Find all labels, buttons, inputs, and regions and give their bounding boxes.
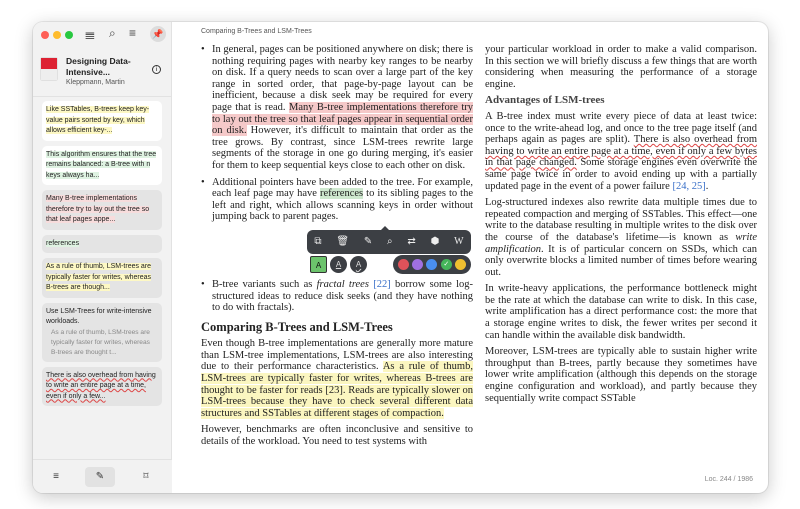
edit-note-icon[interactable]: ✎ <box>363 236 373 248</box>
bookmarks-tab-icon[interactable]: ⌑ <box>143 471 149 482</box>
contents-tab-icon[interactable]: ≡ <box>53 471 59 482</box>
highlight-card[interactable] <box>42 146 162 186</box>
library-icon[interactable]: 𝍣 <box>85 28 95 42</box>
delete-icon[interactable]: 🗑 <box>336 236 350 248</box>
highlight-style-fill-button[interactable]: A <box>310 256 327 273</box>
highlight-text: There is also overhead from having to write an entire page at a time, even if only a few... <box>46 371 156 400</box>
wikipedia-icon[interactable]: W <box>454 236 464 248</box>
underline-highlight[interactable]: There is also overhead from having to write an entire page at a time, even if only a few bytes in that page changed. <box>485 134 757 169</box>
book-cover <box>41 58 57 80</box>
note-text: Use LSM-Trees for write-intensive workloads. <box>46 307 152 325</box>
book-info <box>41 56 165 94</box>
search-icon[interactable]: ⌕ <box>387 236 393 248</box>
highlight-card[interactable] <box>42 235 162 254</box>
highlight-style-underline-button[interactable]: A <box>330 256 347 273</box>
color-red-button[interactable] <box>398 259 409 270</box>
paragraph: In write-heavy applications, the performance bottleneck might be the rate at which the database can write to disk. In this case, write amplification has a direct performance cost: the more that a storage engine writes to disk, the fewer writes per second it can handle within the available disk bandwidth. <box>485 283 757 341</box>
highlight-card[interactable] <box>42 367 162 407</box>
bullet-3: • B-tree variants such as fractal trees [22] borrow some log-structured ideas to reduce disk seeks (and they have nothing to do with fractals). <box>201 279 473 314</box>
highlight-popup <box>201 228 473 274</box>
color-blue-button[interactable] <box>426 259 437 270</box>
highlight-card[interactable] <box>42 101 162 141</box>
close-window-button[interactable] <box>41 31 49 39</box>
color-palette <box>393 255 471 274</box>
red-highlight[interactable]: Many B-tree implementations therefore try to lay out the tree so that leaf pages appear in sequential order on disk. <box>212 101 473 137</box>
annotations-tab-icon[interactable]: ✎ <box>85 467 115 487</box>
paragraph: Even though B-tree implementations are generally more mature than LSM-tree implementations, LSM-trees are also interesting due to their performance characteristics. As a rule of thumb, LSM-trees are typically faster for writes, whereas B-trees are thought to be faster for reads [23]. Reads are typically slower on LSM-trees because they have to check several different data structures and SSTables at different stages of compaction. <box>201 338 473 419</box>
location-indicator: Loc. 244 / 1986 <box>704 476 753 483</box>
paragraph: your particular workload in order to make a valid comparison. In this section we will briefly discuss a few things that are worth considering when measuring the performance of a storage engine. <box>485 44 757 90</box>
info-icon[interactable]: i <box>152 65 161 74</box>
color-green-selected-check-icon[interactable]: ✓ <box>441 259 452 270</box>
paragraph: However, benchmarks are often inconclusive and sensitive to details of the workload. You need to test systems with <box>201 424 473 448</box>
highlight-text: As a rule of thumb, LSM-trees are typically faster for writes, whereas B-trees are though... <box>46 263 152 291</box>
sidebar-footer <box>33 459 172 493</box>
highlight-text: This algorithm ensures that the tree remains balanced: a B-tree with n keys always ha... <box>46 150 157 179</box>
section-heading: Comparing B-Trees and LSM-Trees <box>201 319 393 334</box>
left-column <box>201 44 473 453</box>
paragraph: A B-tree index must write every piece of data at least twice: once to the write-ahead log, and once to the tree page itself (and perhaps again as pages are split). There is also overhead from having to write an entire page at a time, even if only a few bytes in that page changed. Some storage engines even overwrite the same page twice in order to avoid ending up with a partially updated page in the event of a power failure [24, 25]. <box>485 110 757 192</box>
color-yellow-button[interactable] <box>455 259 466 270</box>
highlights-list <box>33 96 172 410</box>
note-quote: As a rule of thumb, LSM-trees are typically faster for writes, whereas B-trees are thought t... <box>51 328 150 356</box>
book-title: Designing Data-Intensive... <box>66 56 131 77</box>
highlight-text: Many B-tree implementations therefore try to lay out the tree so that leaf pages appe... <box>46 195 150 223</box>
reader-page <box>173 22 768 493</box>
pin-icon[interactable]: 📌 <box>150 26 166 42</box>
search-icon[interactable]: ⌕ <box>109 26 116 40</box>
highlight-text: references <box>46 239 80 247</box>
bullet-2: • Additional pointers have been added to the tree. For example, each leaf page may have references to its sibling pages to the left and right, which allows scanning keys in order without jumping back to parent pages. <box>201 177 473 223</box>
highlight-card[interactable] <box>42 258 162 298</box>
translate-icon[interactable]: ⇄ <box>407 236 416 248</box>
right-column <box>485 44 757 409</box>
paragraph: Log-structured indexes also rewrite data multiple times due to repeated compaction and merging of SSTables. This effect—one write to the database resulting in multiple writes to the disk over the course of the database's lifetime—is known as write amplification. It is of particular concern on SSDs, which can only overwrite blocks a limited number of times before wearing out. <box>485 197 757 278</box>
sidebar <box>33 22 172 493</box>
highlight-toolbar <box>307 230 471 254</box>
selected-highlight[interactable]: references <box>319 188 364 200</box>
highlight-text: Like SSTables, B-trees keep key-value pairs sorted by key, which allows efficient key-... <box>46 106 150 134</box>
subsection-heading: Advantages of LSM-trees <box>485 94 605 107</box>
bullet-1: • In general, pages can be positioned anywhere on disk; there is nothing requiring pages with nearby key ranges to be nearby on disk. If a query needs to scan over a large part of the key range in sorted order, that page-by-page layout can be inefficient, because a disk seek may be required for every page that is read. Many B-tree implementations therefore try to lay out the tree so that leaf pages appear in sequential order on disk. However, it's difficult to maintain that order as the tree grows. By contrast, since LSM-trees rewrite large segments of the storage in one go during merging, it's easier for them to keep sequential keys close to each other on disk. <box>201 44 473 172</box>
book-author: Kleppmann, Martin <box>66 79 125 86</box>
zoom-window-button[interactable] <box>65 31 73 39</box>
color-purple-button[interactable] <box>412 259 423 270</box>
yellow-highlight[interactable]: As a rule of thumb, LSM-trees are typically faster for writes, whereas B-trees are thought to be faster for reads [23]. Reads are typically slower on LSM-trees because they have to check several different data structures and SSTables at different stages of compaction. <box>201 361 473 419</box>
citation-link[interactable]: [22] <box>373 278 391 290</box>
note-card[interactable] <box>42 303 162 362</box>
menu-icon[interactable]: ≡ <box>129 26 137 40</box>
copy-icon[interactable]: ⧉ <box>314 236 322 248</box>
minimize-window-button[interactable] <box>53 31 61 39</box>
highlight-card[interactable] <box>42 190 162 230</box>
citation-link[interactable]: [24, 25] <box>672 180 706 192</box>
app-window <box>33 22 768 493</box>
chapter-header: Comparing B-Trees and LSM-Trees <box>201 28 312 35</box>
highlight-style-wavy-button[interactable]: A <box>350 256 367 273</box>
ai-icon[interactable]: ⬢ <box>430 236 440 248</box>
paragraph: Moreover, LSM-trees are typically able to sustain higher write throughput than B-trees, partly because they sometimes have lower write amplification (although this depends on the storage engine configuration and workload), and partly because they sequentially write compact SSTable <box>485 346 757 404</box>
